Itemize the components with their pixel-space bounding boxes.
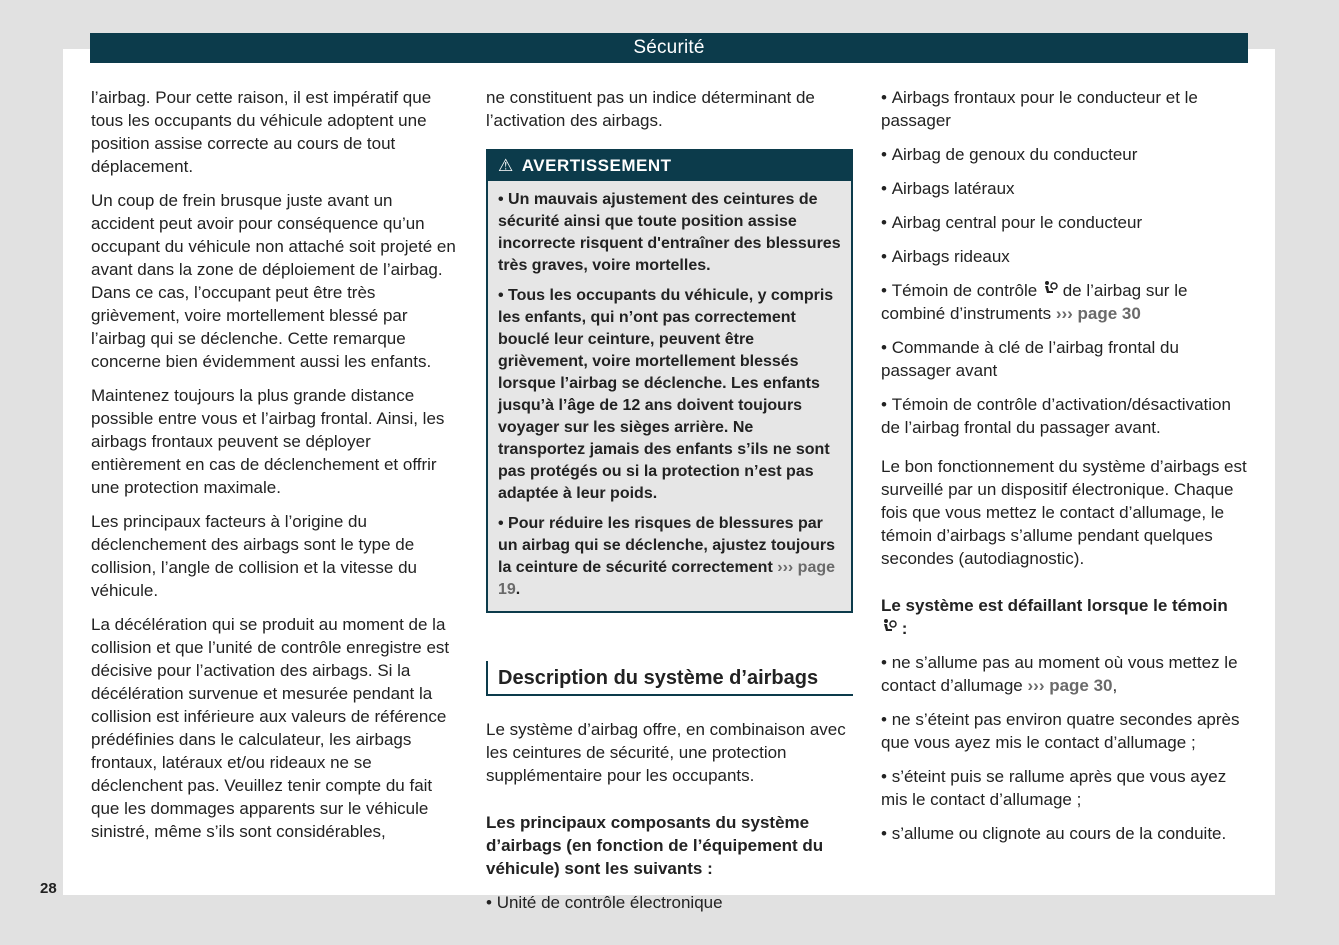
list-item: • Airbags latéraux xyxy=(881,179,1015,198)
warning-body xyxy=(488,181,851,611)
list-item: • Unité de contrôle électronique xyxy=(486,893,723,912)
list-item: • Témoin de contrôle de l’airbag sur le combiné d’instruments ››› page 30 xyxy=(881,281,1188,323)
column-1 xyxy=(91,86,458,854)
airbag-warning-icon xyxy=(881,618,897,634)
page-link[interactable]: ››› page 19 xyxy=(498,559,836,598)
paragraph: La décélération qui se produit au moment de la collision et que l’unité de contrôle enregistre est décisive pour l’activation des airbags. Si la décélération survenue et mesurée pendant la collision est inférieure aux valeurs de référence prédéfinies dans le calculateur, les airbags frontaux, latéraux et/ou rideaux ne se déclenchent pas. Veuillez tenir compte du fait que les dommages apparents sur le véhicule sinistré, même s’ils sont considérables, xyxy=(91,615,450,841)
paragraph: Un coup de frein brusque juste avant un accident peut avoir pour conséquence qu’un occupant du véhicule non attaché soit projeté en avant dans la zone de déploiement de l’airbag. Dans ce cas, l’occupant peut être très grièvement, voire mortellement blessé par l’airbag qui se déclenche. Cette remarque concerne bien évidemment aussi les enfants. xyxy=(91,191,456,371)
warning-triangle-icon: ⚠ xyxy=(498,156,514,175)
list-item: • Commande à clé de l’airbag frontal du passager avant xyxy=(881,338,1179,380)
warning-header xyxy=(488,151,851,181)
section-title: Description du système d’airbags xyxy=(486,661,853,696)
page-number: 28 xyxy=(40,880,57,897)
list-item: • s’éteint puis se rallume après que vous ayez mis le contact d’allumage ; xyxy=(881,767,1227,809)
fault-heading: Le système est défaillant lorsque le témoin : xyxy=(881,596,1228,638)
warning-item: • Un mauvais ajustement des ceintures de sécurité ainsi que toute position assise incorrecte risquent d'entraîner des blessures très graves, voire mortelles. xyxy=(498,191,841,274)
warning-title: AVERTISSEMENT xyxy=(521,156,672,175)
paragraph: ne constituent pas un indice déterminant de l’activation des airbags. xyxy=(486,88,815,130)
paragraph: Les principaux facteurs à l’origine du déclenchement des airbags sont le type de collision, l’angle de collision et la vitesse du véhicule. xyxy=(91,512,418,600)
list-item: • ne s’allume pas au moment où vous mettez le contact d’allumage ››› page 30, xyxy=(881,653,1238,695)
column-2 xyxy=(486,86,853,925)
warning-item: • Tous les occupants du véhicule, y compris les enfants, qui n’ont pas correctement bouclé leur ceinture, peuvent être grièvement, voire mortellement blessés lorsque l’airbag se déclenche. Les enfants jusqu’à l’âge de 12 ans doivent toujours voyager sur les sièges arrière. Ne transportez jamais des enfants s’ils ne sont pas protégés ou si la protection n’est pas adaptée à leur poids. xyxy=(498,287,834,502)
list-item: • Airbag de genoux du conducteur xyxy=(881,145,1138,164)
column-3 xyxy=(881,86,1248,856)
warning-item: • Pour réduire les risques de blessures par un airbag qui se déclenche, ajustez toujours la ceinture de sécurité correctement ››› page 19. xyxy=(498,515,836,598)
paragraph: Le système d’airbag offre, en combinaison avec les ceintures de sécurité, une protection supplémentaire pour les occupants. xyxy=(486,720,846,785)
paragraph: Maintenez toujours la plus grande distance possible entre vous et l’airbag frontal. Ainsi, les airbags frontaux peuvent se déployer entièrement en cas de déclenchement et offrir une protection maximale. xyxy=(91,386,445,497)
page-link[interactable]: ››› page 30 xyxy=(1055,304,1141,323)
paragraph: l’airbag. Pour cette raison, il est impératif que tous les occupants du véhicule adoptent une position assise correcte au cours de tout déplacement. xyxy=(91,88,432,176)
section-header: Sécurité xyxy=(90,33,1248,63)
list-item: • Témoin de contrôle d’activation/désactivation de l’airbag frontal du passager avant. xyxy=(881,395,1231,437)
list-item: • Airbags rideaux xyxy=(881,247,1010,266)
list-item: • Airbags frontaux pour le conducteur et le passager xyxy=(881,88,1198,130)
list-item: • Airbag central pour le conducteur xyxy=(881,213,1143,232)
list-item: • ne s’éteint pas environ quatre secondes après que vous ayez mis le contact d’allumage ; xyxy=(881,710,1240,752)
warning-box xyxy=(486,149,853,613)
components-heading: Les principaux composants du système d’airbags (en fonction de l’équipement du véhicule) sont les suivants : xyxy=(486,813,824,878)
paragraph: Le bon fonctionnement du système d’airbags est surveillé par un dispositif électronique. Chaque fois que vous mettez le contact d’allumage, le témoin d’airbags s’allume pendant quelques secondes (autodiagnostic). xyxy=(881,457,1247,568)
list-item: • s’allume ou clignote au cours de la conduite. xyxy=(881,824,1227,843)
airbag-warning-icon xyxy=(1042,280,1058,296)
page-link[interactable]: ››› page 30 xyxy=(1027,676,1113,695)
